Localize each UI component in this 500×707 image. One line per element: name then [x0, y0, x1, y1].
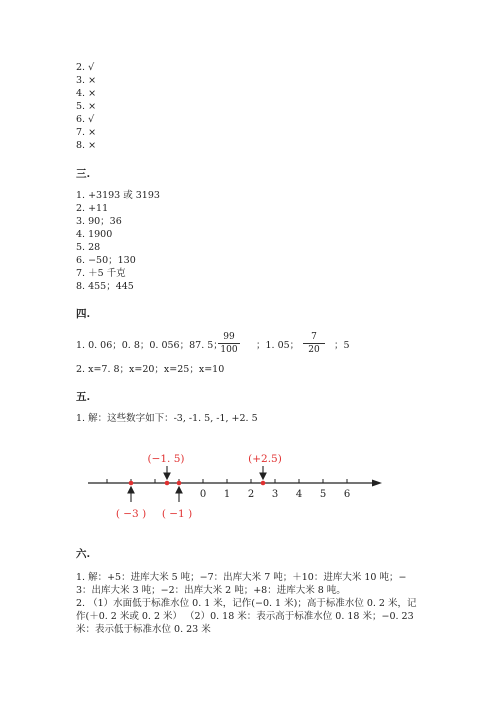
section-heading-3: 三. — [76, 168, 91, 180]
point-pos2-5 — [261, 481, 266, 486]
list-item: 4. 1900 — [76, 229, 113, 240]
fraction-numerator: 99 — [218, 332, 240, 344]
list-item: 8. 455；445 — [76, 281, 134, 292]
section-heading-6: 六. — [76, 548, 91, 560]
tick-marks — [107, 479, 347, 483]
text-line: 2. （1）水面低于标准水位 0. 1 米，记作(−0. 1 米)；高于标准水位 0. 2 米，记 — [76, 598, 417, 609]
answer-line: 2. x=7. 8；x=20；x=25；x=10 — [76, 364, 225, 375]
fraction-denominator: 100 — [220, 345, 238, 355]
list-item: 5. 28 — [76, 242, 101, 253]
list-item: 6. −50；130 — [76, 255, 136, 266]
text-line: 作(＋0. 2 米或 0. 2 米） （2）0. 18 米：表示高于标准水位 0. 18 米；−0. 23 — [76, 611, 414, 622]
answer-line-part: ；1. 05； — [256, 340, 300, 351]
arrow-head-icon — [128, 487, 134, 493]
number-line-diagram — [0, 440, 500, 530]
list-item: 7. ＋5 千克 — [76, 268, 126, 279]
tick-label: 0 — [199, 489, 207, 500]
label-neg1: ( −1 ) — [161, 508, 193, 520]
arrow-head-icon — [260, 473, 266, 479]
point-neg1-5 — [165, 481, 170, 486]
judge-answer: 7. × — [76, 127, 97, 138]
section-heading-4: 四. — [76, 308, 91, 320]
text-line: 米：表示低于标准水位 0. 23 米 — [76, 624, 211, 635]
judge-answer: 6. √ — [76, 114, 95, 125]
section-heading-5: 五. — [76, 391, 91, 403]
arrow-head-icon — [372, 480, 382, 487]
arrow-head-icon — [176, 487, 182, 493]
answer-line: 1. 解：这些数字如下：-3, -1. 5, -1, +2. 5 — [76, 413, 258, 424]
answer-line-part: ；5 — [334, 340, 350, 351]
judge-answer: 5. × — [76, 101, 97, 112]
point-neg1 — [177, 481, 182, 486]
judge-answer: 3. × — [76, 75, 97, 86]
fraction-denominator: 20 — [308, 345, 320, 355]
tick-label: 1 — [223, 489, 231, 500]
label-pos2-5: (+2.5) — [248, 453, 282, 465]
list-item: 2. +11 — [76, 203, 109, 214]
fraction-7-20 — [303, 332, 325, 355]
list-item: 3. 90；36 — [76, 216, 122, 227]
list-item: 1. +3193 或 3193 — [76, 190, 160, 201]
text-line: 3：出库大米 3 吨；−2：出库大米 2 吨；+8：进库大米 8 吨。 — [76, 585, 346, 596]
judge-answer: 2. √ — [76, 62, 95, 73]
tick-label: 2 — [247, 489, 255, 500]
answer-line-part: 1. 0. 06；0. 8；0. 056；87. 5； — [76, 340, 223, 351]
tick-label: 5 — [319, 489, 327, 500]
label-neg1-5: (−1. 5) — [147, 453, 185, 465]
text-line: 1. 解：+5：进库大米 5 吨；−7：出库大米 7 吨；＋10：进库大米 10 吨；− — [76, 572, 407, 583]
tick-label: 4 — [295, 489, 303, 500]
judge-answer: 8. × — [76, 140, 97, 151]
point-neg3 — [129, 481, 134, 486]
fraction-numerator: 7 — [303, 332, 325, 344]
judge-answer: 4. × — [76, 88, 97, 99]
tick-label: 6 — [343, 489, 351, 500]
arrow-head-icon — [164, 473, 170, 479]
fraction-99-100 — [218, 332, 240, 355]
label-neg3: ( −3 ) — [115, 508, 147, 520]
tick-label: 3 — [271, 489, 279, 500]
